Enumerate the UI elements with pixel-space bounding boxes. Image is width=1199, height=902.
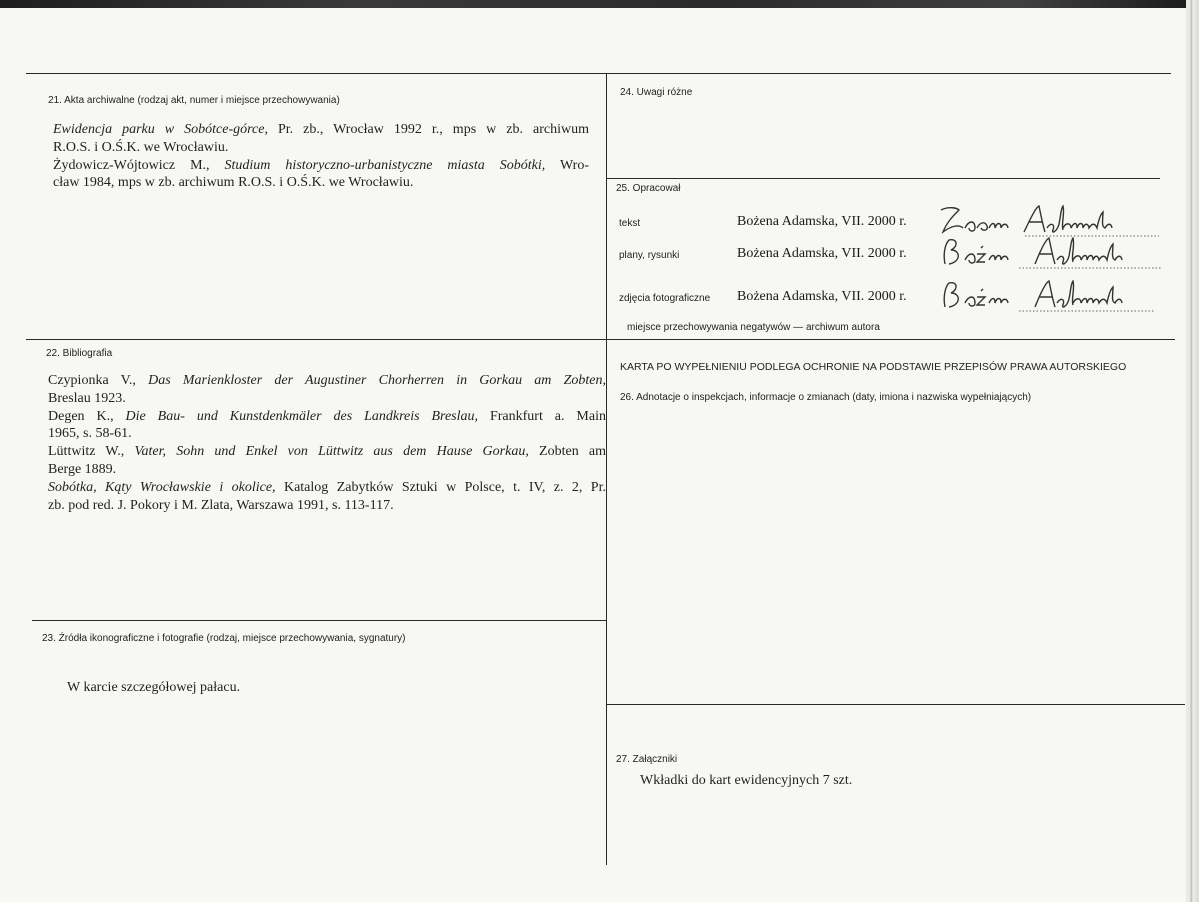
bibliography-entry-1 xyxy=(48,372,606,390)
section-23-text: W karcie szczegółowej pałacu. xyxy=(67,680,241,695)
divider-26-27 xyxy=(607,704,1185,705)
archive-desc-2: Wro- xyxy=(545,157,589,173)
divider-24-25 xyxy=(607,178,1160,179)
author-row-label: plany, rysunki xyxy=(619,250,680,261)
bibliography-entry-3-cont: Berge 1889. xyxy=(48,461,117,477)
bibliography-list xyxy=(48,372,606,514)
handwritten-signature xyxy=(939,234,1169,274)
bibliography-entry-4 xyxy=(48,479,606,497)
top-border-line xyxy=(26,73,1171,74)
section-24-label: 24. Uwagi różne xyxy=(620,87,693,98)
handwritten-signature xyxy=(939,277,1169,317)
section-25-label: 25. Opracował xyxy=(616,183,681,194)
section-21-label: 21. Akta archiwalne (rodzaj akt, numer i miejsce przechowywania) xyxy=(48,95,340,106)
bibliography-entry-1-cont: Breslau 1923. xyxy=(48,390,126,406)
negatives-storage-note: miejsce przechowywania negatywów — archiwum autora xyxy=(627,322,880,333)
section-27-label: 27. Załączniki xyxy=(616,754,678,765)
section-26-label: 26. Adnotacje o inspekcjach, informacje o zmianach (daty, imiona i nazwiska wypełniających) xyxy=(620,392,1032,403)
bib-pub-2: Frankfurt a. Main xyxy=(478,408,606,424)
copyright-note: KARTA PO WYPEŁNIENIU PODLEGA OCHRONIE NA PODSTAWIE PRZEPISÓW PRAWA AUTORSKIEGO xyxy=(620,361,1127,373)
archive-title-1: Ewidencja parku w Sobótce-górce, xyxy=(53,122,268,137)
bibliography-entry-3 xyxy=(48,443,606,461)
author-row-value: Bożena Adamska, VII. 2000 r. xyxy=(737,214,907,229)
author-row-plans xyxy=(619,240,1179,270)
author-row-value: Bożena Adamska, VII. 2000 r. xyxy=(737,289,907,304)
author-row-photos xyxy=(619,283,1179,313)
section-21-line-1 xyxy=(53,121,589,139)
section-21-text xyxy=(53,121,589,192)
section-21-line-4: cław 1984, mps w zb. archiwum R.O.S. i O.Ś.K. we Wrocławiu. xyxy=(53,175,414,191)
archive-desc-1: Pr. zb., Wrocław 1992 r., mps w zb. archiwum xyxy=(267,122,589,137)
section-23-label: 23. Źródła ikonograficzne i fotografie (rodzaj, miejsce przechowywania, sygnatury) xyxy=(42,633,406,644)
divider-25-26 xyxy=(607,339,1175,340)
center-divider xyxy=(606,73,607,865)
bibliography-entry-2 xyxy=(48,408,606,426)
divider-22-23 xyxy=(32,620,607,621)
scan-right-edge xyxy=(1186,0,1199,902)
section-27-text: Wkładki do kart ewidencyjnych 7 szt. xyxy=(640,773,853,788)
section-21-line-3 xyxy=(53,157,589,175)
bib-title-1: Das Marienkloster der Augustiner Chorherren in Gorkau am Zobten, xyxy=(148,373,606,388)
divider-21-22 xyxy=(26,339,607,340)
bibliography-entry-2-cont: 1965, s. 58-61. xyxy=(48,426,132,442)
archive-author-2: Żydowicz-Wójtowicz M., xyxy=(53,157,225,173)
section-21-line-2: R.O.S. i O.Ś.K. we Wrocławiu. xyxy=(53,139,229,155)
bib-author-3: Lüttwitz W., xyxy=(48,444,135,460)
archive-title-2: Studium historyczno-urbanistyczne miasta Sobótki, xyxy=(224,157,546,173)
scan-top-edge xyxy=(0,0,1199,8)
bib-title-3: Vater, Sohn und Enkel von Lüttwitz aus dem Hause Gorkau, xyxy=(134,444,529,460)
section-22-label: 22. Bibliografia xyxy=(46,348,113,359)
bib-pub-4: Katalog Zabytków Sztuki w Polsce, t. IV, z. 2, Pr. xyxy=(275,479,606,495)
bibliography-entry-4-cont: zb. pod red. J. Pokory i M. Zlata, Warszawa 1991, s. 113-117. xyxy=(48,497,394,513)
author-row-label: tekst xyxy=(619,218,641,229)
bib-title-4: Sobótka, Kąty Wrocławskie i okolice, xyxy=(48,479,276,495)
bib-author-1: Czypionka V., xyxy=(48,373,149,388)
author-row-value: Bożena Adamska, VII. 2000 r. xyxy=(737,246,907,261)
bib-title-2: Die Bau- und Kunstdenkmäler des Landkreis Breslau, xyxy=(125,408,479,424)
author-row-label: zdjęcia fotograficzne xyxy=(619,293,711,304)
bib-author-2: Degen K., xyxy=(48,408,126,424)
bib-pub-3: Zobten am xyxy=(528,444,606,460)
